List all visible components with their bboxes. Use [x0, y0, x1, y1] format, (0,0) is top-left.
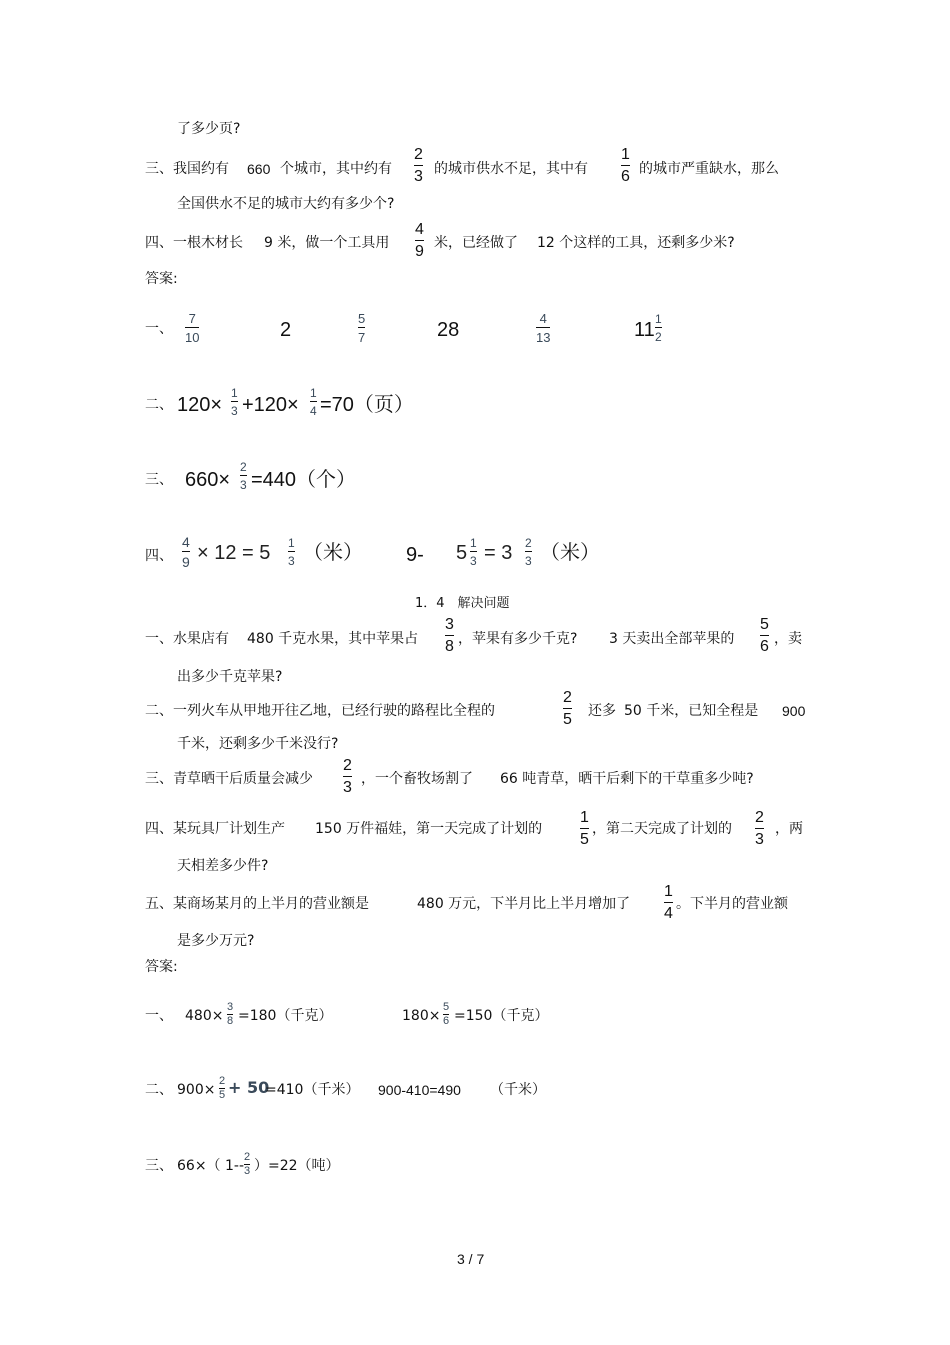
- problem-3b-text-b: ，一个畜牧场割了: [361, 771, 473, 787]
- problem-3b-text-c: 66 吨青草，晒干后剩下的干草重多少吨?: [500, 771, 754, 787]
- answer-expression: 5: [456, 542, 468, 564]
- problem-1-text-a: 一、水果店有: [145, 631, 229, 647]
- problem-1-text-b: 480 千克水果，其中苹果占: [247, 631, 419, 647]
- solution-expression: 900-410=490: [378, 1082, 461, 1098]
- fraction: 2 5: [219, 1075, 226, 1101]
- problem-4b-continuation: 天相差多少件?: [177, 858, 269, 874]
- answer-label: 答案:: [145, 959, 178, 975]
- solution-expression: =180（千克）: [238, 1008, 333, 1024]
- fraction: 1 3: [231, 386, 238, 418]
- solution-1-label: 一、: [145, 1008, 173, 1024]
- answer-expression: 660×: [185, 469, 231, 491]
- problem-4b-text-a: 四、某玩具厂计划生产: [145, 821, 285, 837]
- problem-2-text-c: 50 千米，已知全程是: [624, 703, 759, 719]
- answer-expression: （米）: [303, 542, 363, 564]
- fraction: 1 3: [288, 536, 295, 568]
- answer-expression: × 12 = 5: [197, 542, 271, 564]
- fraction: 1 6: [621, 146, 630, 185]
- problem-4-text-a: 四、一根木材长: [145, 235, 243, 251]
- fraction: 2 3: [343, 757, 352, 796]
- fraction: 2 5: [563, 689, 572, 728]
- fraction: 7 10: [185, 311, 200, 345]
- fraction: 5 6: [443, 1001, 450, 1027]
- answer-expression: +120×: [242, 394, 299, 416]
- problem-3-continuation: 全国供水不足的城市大约有多少个?: [177, 196, 395, 212]
- problem-continuation: 了多少页?: [177, 121, 241, 137]
- fraction: 2 3: [525, 536, 532, 568]
- problem-3-text-c: 个城市，其中约有: [280, 161, 392, 177]
- problem-5-text-b: 480 万元，下半月比上半月增加了: [417, 896, 631, 912]
- solution-expression: 180×: [402, 1008, 441, 1024]
- problem-3-text-d: 的城市供水不足，其中有: [434, 161, 588, 177]
- problem-5-text-a: 五、某商场某月的上半月的营业额是: [145, 896, 369, 912]
- solution-expression: =410（千米）: [265, 1082, 360, 1098]
- fraction: 1 5: [580, 809, 589, 848]
- solution-expression: 66×（ 1--: [177, 1158, 245, 1174]
- problem-2-continuation: 千米，还剩多少千米没行?: [177, 736, 339, 752]
- answer-expression: =440（个）: [251, 469, 357, 491]
- solution-expression: =150（千克）: [454, 1008, 549, 1024]
- problem-3-text-b: 660: [247, 161, 271, 177]
- fraction: 4 9: [182, 534, 190, 570]
- answer-value: 2: [280, 319, 292, 341]
- answer-value: 11: [634, 319, 655, 341]
- fraction: 1 4: [664, 883, 673, 922]
- answer-1-label: 一、: [145, 321, 173, 337]
- fraction: 3 8: [227, 1001, 234, 1027]
- section-title: 1．4 解决问题: [415, 596, 510, 611]
- answer-expression: 120×: [177, 394, 223, 416]
- fraction: 5 7: [358, 311, 366, 345]
- fraction: 2 3: [755, 809, 764, 848]
- solution-2-label: 二、: [145, 1082, 173, 1098]
- problem-5-continuation: 是多少万元?: [177, 933, 255, 949]
- fraction: 1 3: [470, 536, 477, 568]
- solution-expression: 900×: [177, 1082, 216, 1098]
- problem-1-continuation: 出多少千克苹果?: [177, 669, 283, 685]
- answer-4-label: 四、: [145, 548, 173, 564]
- fraction: 5 6: [760, 616, 769, 655]
- problem-5-text-c: 。下半月的营业额: [676, 896, 788, 912]
- fraction: 2 3: [244, 1151, 251, 1177]
- problem-4b-text-b: 150 万件福娃，第一天完成了计划的: [315, 821, 543, 837]
- fraction: 3 8: [445, 616, 454, 655]
- fraction: 1 4: [310, 386, 317, 418]
- solution-3-label: 三、: [145, 1158, 173, 1174]
- problem-1-text-e: ，卖: [774, 631, 802, 647]
- answer-expression: = 3: [484, 542, 513, 564]
- fraction: 4 9: [415, 221, 424, 260]
- answer-expression: 9-: [406, 544, 424, 566]
- problem-4-text-d: 12 个这样的工具，还剩多少米?: [537, 235, 735, 251]
- fraction: 1 2: [655, 312, 662, 344]
- answer-3-label: 三、: [145, 472, 173, 488]
- answer-expression: （米）: [540, 542, 600, 564]
- fraction: 2 3: [240, 460, 247, 492]
- problem-1-text-c: ，苹果有多少千克?: [458, 631, 578, 647]
- problem-4-text-b: 9 米，做一个工具用: [264, 235, 390, 251]
- problem-3-text-e: 的城市严重缺水，那么: [639, 161, 779, 177]
- problem-3-text-a: 三、我国约有: [145, 161, 229, 177]
- solution-expression: + 50: [228, 1078, 270, 1097]
- problem-4b-text-c: ，第二天完成了计划的: [592, 821, 732, 837]
- answer-label: 答案:: [145, 271, 178, 287]
- problem-4-text-c: 米，已经做了: [434, 235, 518, 251]
- fraction: 2 3: [414, 146, 423, 185]
- answer-value: 28: [437, 319, 460, 341]
- problem-2-text-d: 900: [782, 703, 806, 719]
- solution-expression: 480×: [185, 1008, 224, 1024]
- answer-expression: =70（页）: [320, 394, 414, 416]
- problem-1-text-d: 3 天卖出全部苹果的: [609, 631, 735, 647]
- answer-2-label: 二、: [145, 397, 173, 413]
- problem-4b-text-d: ，两: [775, 821, 803, 837]
- fraction: 4 13: [536, 311, 551, 345]
- solution-expression: （千米）: [490, 1082, 546, 1098]
- solution-expression: ）=22（吨）: [254, 1158, 340, 1174]
- problem-2-text-a: 二、一列火车从甲地开往乙地，已经行驶的路程比全程的: [145, 703, 495, 719]
- problem-2-text-b: 还多: [588, 703, 616, 719]
- page-number: 3 / 7: [457, 1251, 485, 1267]
- problem-3b-text-a: 三、青草晒干后质量会减少: [145, 771, 313, 787]
